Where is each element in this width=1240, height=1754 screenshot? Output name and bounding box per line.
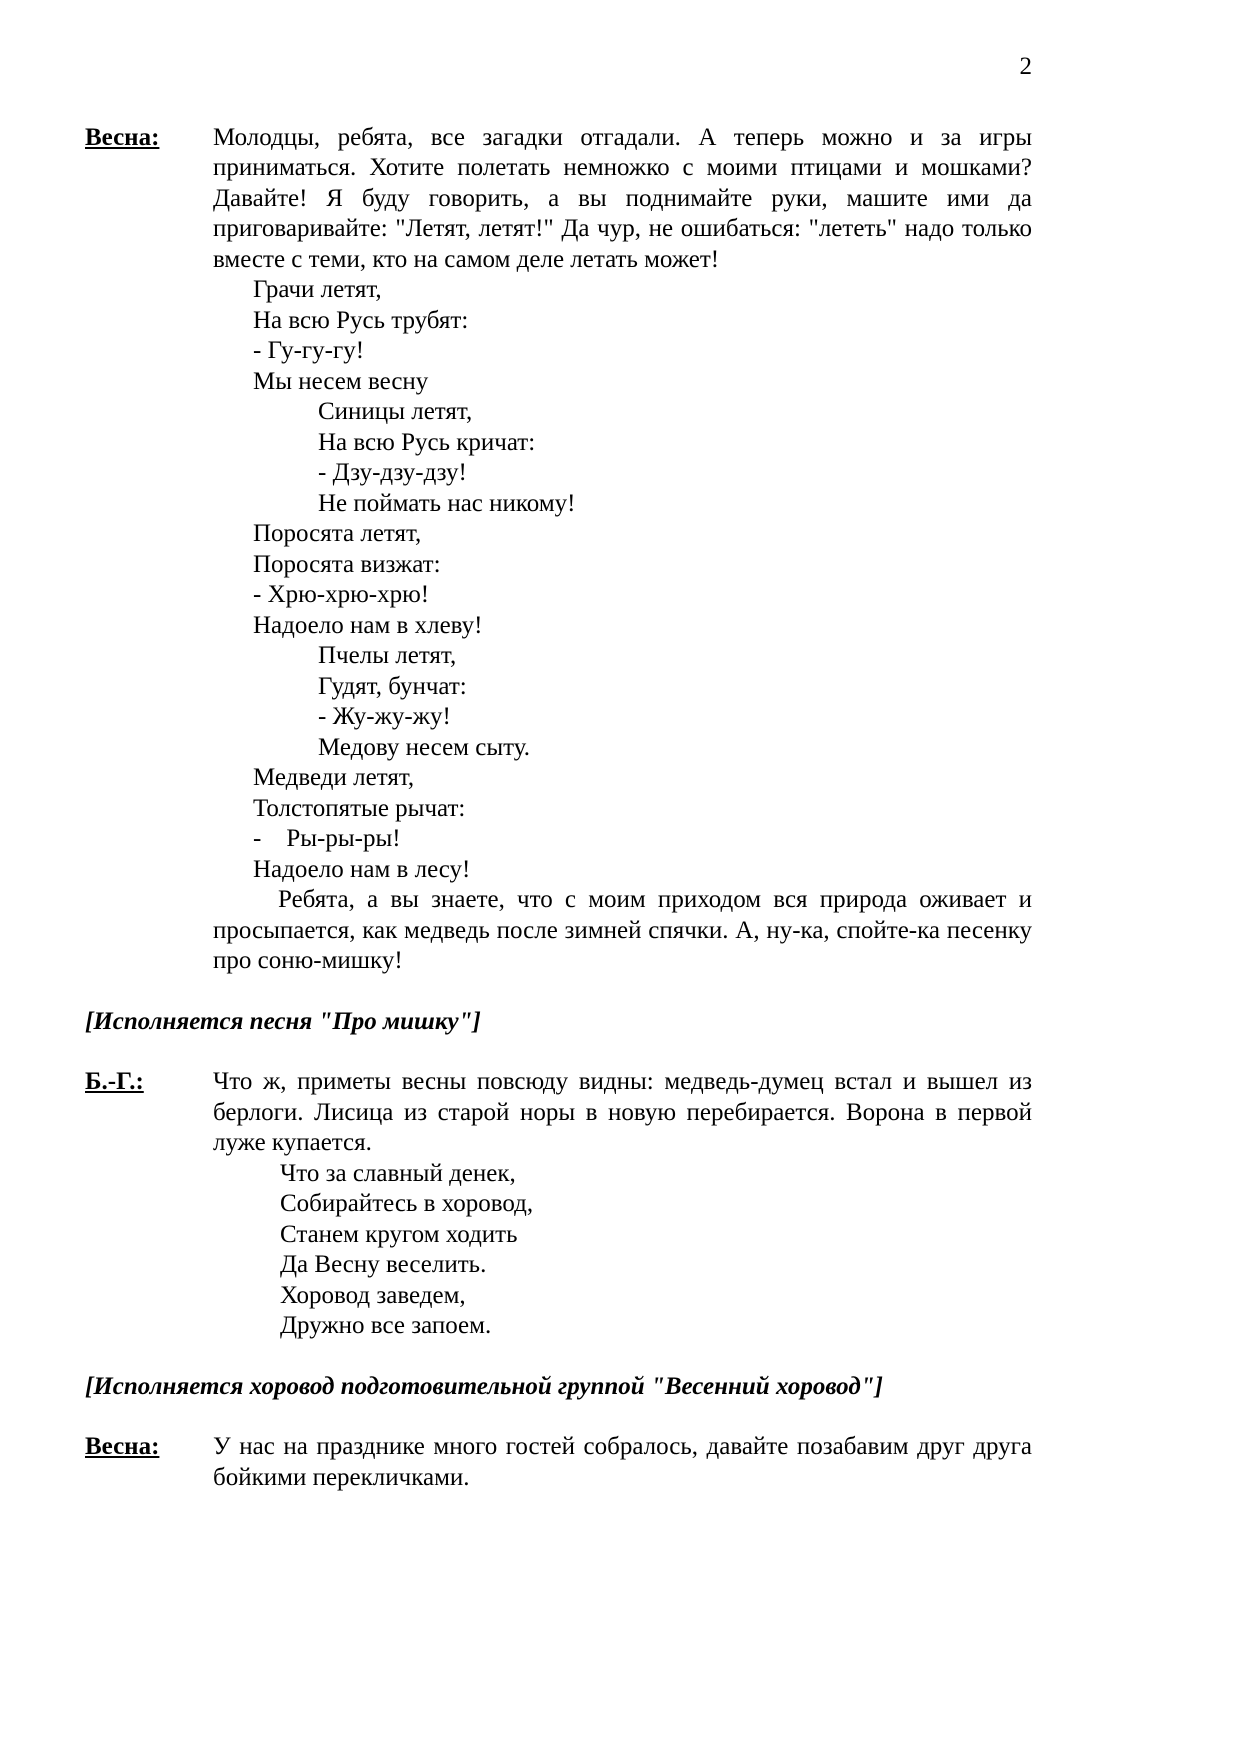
verse-line: - Жу-жу-жу! — [318, 703, 451, 730]
verse-line: Надоело нам в хлеву! — [253, 611, 483, 639]
verse-line: Пчелы летят, — [318, 642, 457, 669]
dialogue-vesna-2 — [85, 1432, 1032, 1493]
verse-line: Надоело нам в лесу! — [253, 855, 471, 883]
verse-line: Не поймать нас никому! — [318, 489, 576, 517]
speaker-label — [85, 1432, 213, 1463]
dialogue-paragraph: Что ж, приметы весны повсюду видны: медведь-думец встал и вышел из берлоги. Лисица из старой норы в новую перебирается. Ворона в первой луже купается. — [213, 1068, 1032, 1156]
verse-line: Медведи летят, — [253, 764, 415, 791]
dialogue-bg — [85, 1067, 1032, 1342]
verse-line: Медову несем сыту. — [318, 733, 530, 761]
verse-line: Поросята летят, — [253, 520, 422, 547]
verse-line: - Хрю-хрю-хрю! — [253, 581, 430, 608]
dialogue-paragraph: Ребята, а вы знаете, что с моим приходом вся природа оживает и просыпается, как медведь после зимней спячки. А, ну-ка, спойте-ка песенку про соню-мишку! — [213, 886, 1032, 974]
verse-line: Поросята визжат: — [253, 550, 441, 578]
stage-direction-song: [Исполняется песня "Про мишку"] — [85, 1007, 481, 1035]
verse-line: Гудят, бунчат: — [318, 672, 467, 700]
verse-line: Станем кругом ходить — [280, 1220, 518, 1248]
dialogue-content — [213, 1432, 1032, 1493]
verse-line: Что за славный денек, — [280, 1159, 516, 1187]
verse-line: - Ры-ры-ры! — [253, 825, 401, 852]
dialogue-paragraph: У нас на празднике много гостей собралось, давайте позабавим друг друга бойкими перекличками. — [213, 1433, 1032, 1491]
verse-line: Толстопятые рычат: — [253, 794, 466, 822]
verse-line: - Гу-гу-гу! — [253, 337, 365, 364]
verse-line: Мы несем весну — [253, 367, 429, 395]
speaker-name: Б.-Г.: — [85, 1068, 144, 1095]
verse-line: Да Весну веселить. — [280, 1251, 487, 1278]
verse-block — [213, 1159, 1032, 1342]
dialogue-content — [213, 123, 1032, 977]
page-number: 2 — [1019, 53, 1032, 80]
stage-direction-khorovod: [Исполняется хоровод подготовительной группой "Весенний хоровод"] — [85, 1372, 883, 1400]
verse-line: - Дзу-дзу-дзу! — [318, 459, 467, 486]
speaker-label — [85, 123, 213, 154]
dialogue-content — [213, 1067, 1032, 1342]
verse-line: Хоровод заведем, — [280, 1281, 466, 1309]
verse-line: Дружно все запоем. — [280, 1312, 492, 1339]
verse-block — [213, 275, 1032, 885]
dialogue-vesna-1 — [85, 123, 1032, 977]
dialogue-paragraph: Молодцы, ребята, все загадки отгадали. А теперь можно и за игры приниматься. Хотите полетать немножко с моими птицами и мошками? Давайте! Я буду говорить, а вы поднимайте руки, машите ими да приговаривайте: "Летят, летят!" Да чур, не ошибаться: "лететь" надо только вместе с теми, кто на самом деле летать может! — [213, 123, 1032, 273]
verse-line: Грачи летят, — [253, 276, 382, 303]
speaker-name: Весна: — [85, 1433, 160, 1460]
verse-line: На всю Русь трубят: — [253, 306, 469, 334]
speaker-label — [85, 1067, 213, 1098]
verse-line: Синицы летят, — [318, 398, 473, 425]
verse-line: Собирайтесь в хоровод, — [280, 1190, 534, 1217]
verse-line: На всю Русь кричат: — [318, 428, 536, 456]
speaker-name: Весна: — [85, 123, 160, 151]
